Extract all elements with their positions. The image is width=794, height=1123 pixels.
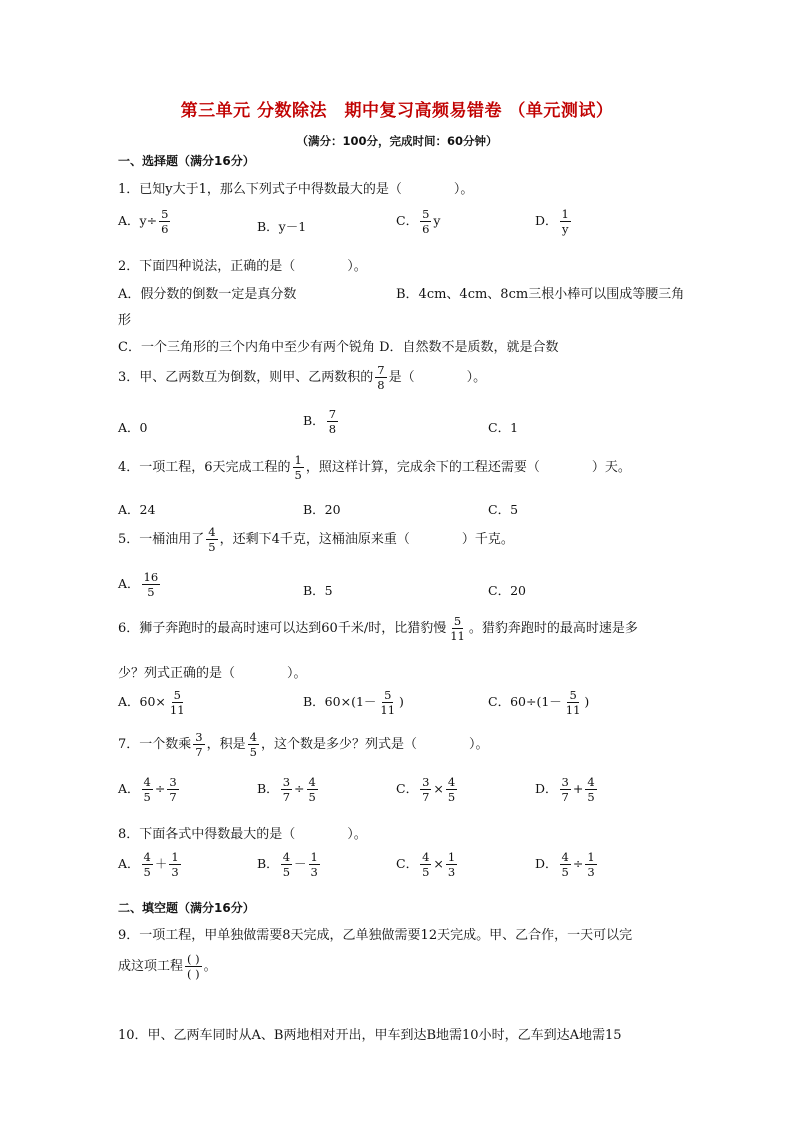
numerator: 7 bbox=[328, 407, 337, 421]
fraction bbox=[585, 776, 596, 803]
question-1-option-c bbox=[396, 208, 440, 235]
stem-text: ，还剩下4千克，这桶油原来重（ ）千克。 bbox=[219, 532, 514, 548]
option-label: A．60× bbox=[118, 694, 166, 710]
stem-text: 5．一桶油用了 bbox=[118, 532, 205, 548]
denominator: 5 bbox=[208, 540, 216, 555]
stem-text: 成这项工程 bbox=[118, 959, 184, 975]
fraction bbox=[560, 208, 571, 235]
question-4-option-b: B．20 bbox=[303, 502, 341, 517]
stem-text: 7．一个数乘 bbox=[118, 737, 192, 753]
denominator: 8 bbox=[328, 422, 337, 437]
numerator: 1 bbox=[310, 850, 318, 864]
fraction bbox=[142, 851, 153, 878]
question-3-option-b bbox=[303, 408, 340, 435]
numerator: 3 bbox=[561, 775, 569, 789]
numerator: 4 bbox=[143, 775, 151, 789]
question-8-option-b bbox=[257, 851, 322, 878]
stem-text: ，积是 bbox=[206, 737, 246, 753]
numerator: 4 bbox=[249, 730, 257, 744]
question-8-stem: 8．下面各式中得数最大的是（ ）。 bbox=[118, 827, 367, 842]
numerator: 4 bbox=[282, 850, 291, 864]
denominator: 7 bbox=[561, 790, 569, 805]
denominator: 5 bbox=[447, 790, 456, 805]
option-label: B． bbox=[303, 413, 325, 429]
numerator: 4 bbox=[308, 775, 316, 789]
denominator: 7 bbox=[282, 790, 291, 805]
question-5-option-a bbox=[118, 571, 162, 598]
section-heading-fill-in: 二、填空题（满分16分） bbox=[118, 901, 255, 915]
fraction bbox=[420, 208, 431, 235]
denominator: 11 bbox=[565, 703, 581, 718]
operator: × bbox=[433, 781, 444, 797]
stem-text: 是（ ）。 bbox=[388, 370, 487, 386]
option-label: A． bbox=[118, 576, 140, 592]
denominator: 5 bbox=[422, 865, 430, 880]
fraction bbox=[378, 689, 397, 716]
stem-text: 3．甲、乙两数互为倒数，则甲、乙两数积的 bbox=[118, 370, 374, 386]
option-label: C． bbox=[396, 213, 419, 229]
fraction bbox=[375, 364, 386, 391]
denominator: 6 bbox=[161, 222, 169, 237]
numerator: 4 bbox=[561, 850, 569, 864]
question-3-option-a: A．0 bbox=[118, 420, 148, 435]
fraction bbox=[564, 689, 583, 716]
question-2-options-c-d: C．一个三角形的三个内角中至少有两个锐角 D．自然数不是质数，就是合数 bbox=[118, 340, 559, 355]
numerator: 3 bbox=[282, 775, 291, 789]
numerator: 1 bbox=[171, 850, 179, 864]
option-label: D． bbox=[535, 213, 558, 229]
fraction bbox=[159, 208, 170, 235]
operator: ＋ bbox=[154, 856, 168, 872]
fraction bbox=[142, 776, 153, 803]
numerator: 1 bbox=[447, 850, 456, 864]
denominator: 7 bbox=[169, 790, 177, 805]
question-4-option-a: A．24 bbox=[118, 502, 156, 517]
denominator: 5 bbox=[143, 865, 151, 880]
denominator: 3 bbox=[447, 865, 456, 880]
numerator: 5 bbox=[422, 207, 430, 221]
operator: + bbox=[572, 781, 584, 797]
operator: × bbox=[433, 856, 444, 872]
fraction bbox=[193, 731, 204, 758]
fraction bbox=[560, 851, 571, 878]
denominator: y bbox=[561, 222, 569, 237]
fraction bbox=[169, 851, 180, 878]
option-label: B． bbox=[257, 856, 279, 872]
question-6-stem bbox=[118, 615, 638, 642]
fraction bbox=[560, 776, 571, 803]
numerator: 3 bbox=[422, 775, 430, 789]
option-label: B． bbox=[257, 781, 279, 797]
question-7-option-a bbox=[118, 776, 181, 803]
numerator: 5 bbox=[384, 688, 392, 702]
denominator: 3 bbox=[587, 865, 595, 880]
numerator: 1 bbox=[561, 207, 569, 221]
question-1-stem: 1．已知y大于1，那么下列式子中得数最大的是（ ）。 bbox=[118, 182, 474, 197]
denominator: 5 bbox=[561, 865, 569, 880]
option-text: y bbox=[433, 213, 441, 229]
fraction bbox=[168, 689, 187, 716]
fraction bbox=[307, 776, 318, 803]
denominator: 5 bbox=[282, 865, 291, 880]
denominator: 3 bbox=[310, 865, 318, 880]
stem-text: ，这个数是多少？列式是（ ）。 bbox=[260, 737, 489, 753]
denominator: 5 bbox=[294, 468, 302, 483]
fraction bbox=[446, 851, 457, 878]
stem-text: 。猎豹奔跑时的最高时速是多 bbox=[468, 621, 638, 637]
question-9-stem: 9．一项工程，甲单独做需要8天完成，乙单独做需要12天完成。甲、乙合作，一天可以完 bbox=[118, 928, 633, 943]
denominator: 7 bbox=[422, 790, 430, 805]
option-label: A． bbox=[118, 781, 140, 797]
operator: ÷ bbox=[572, 856, 584, 872]
question-1-option-d bbox=[535, 208, 573, 235]
option-label: C． bbox=[396, 856, 419, 872]
fraction bbox=[420, 851, 431, 878]
question-6-option-b bbox=[303, 689, 404, 716]
question-3-stem bbox=[118, 364, 486, 391]
option-label: B．60×(1－ bbox=[303, 694, 377, 710]
question-3-option-c: C．1 bbox=[488, 420, 519, 435]
fraction bbox=[327, 408, 338, 435]
numerator: 5 bbox=[569, 688, 577, 702]
denominator: 5 bbox=[249, 745, 257, 760]
denominator: 8 bbox=[377, 378, 385, 393]
stem-text: 。 bbox=[203, 959, 217, 975]
question-4-stem bbox=[118, 454, 631, 481]
question-1-option-a bbox=[118, 208, 172, 235]
option-text: ) bbox=[584, 694, 590, 710]
denominator: 5 bbox=[308, 790, 316, 805]
fraction bbox=[248, 731, 259, 758]
page-title: 第三单元 分数除法 期中复习高频易错卷 （单元测试） bbox=[180, 101, 614, 121]
option-label: D． bbox=[535, 856, 558, 872]
fraction bbox=[293, 454, 304, 481]
question-7-option-c bbox=[396, 776, 459, 803]
stem-text: 6．狮子奔跑时的最高时速可以达到60千米/时，比猎豹慢 bbox=[118, 621, 447, 637]
numerator: 4 bbox=[208, 525, 216, 539]
question-10-stem: 10．甲、乙两车同时从A、B两地相对开出，甲车到达B地需10小时，乙车到达A地需15 bbox=[118, 1028, 622, 1043]
numerator: 16 bbox=[143, 570, 159, 584]
denominator: 7 bbox=[195, 745, 203, 760]
fraction bbox=[420, 776, 431, 803]
numerator: 4 bbox=[447, 775, 456, 789]
question-7-option-b bbox=[257, 776, 320, 803]
denominator-blank[interactable]: ( ) bbox=[187, 967, 200, 982]
numerator: 1 bbox=[294, 453, 302, 467]
numerator: 5 bbox=[453, 614, 462, 628]
denominator: 3 bbox=[171, 865, 179, 880]
question-2-option-a: A．假分数的倒数一定是真分数 bbox=[118, 287, 297, 302]
option-label: A．y÷ bbox=[118, 213, 158, 229]
operator: ÷ bbox=[154, 781, 166, 797]
fraction bbox=[446, 776, 457, 803]
numerator: 5 bbox=[173, 688, 181, 702]
fraction bbox=[167, 776, 178, 803]
question-7-option-d bbox=[535, 776, 599, 803]
operator: － bbox=[294, 856, 307, 872]
numerator: 1 bbox=[587, 850, 595, 864]
question-7-stem bbox=[118, 731, 488, 758]
numerator: 4 bbox=[422, 850, 430, 864]
fraction bbox=[281, 776, 292, 803]
denominator: 11 bbox=[380, 703, 396, 718]
option-label: C． bbox=[396, 781, 419, 797]
fraction bbox=[448, 615, 467, 642]
fraction bbox=[309, 851, 320, 878]
numerator: 5 bbox=[161, 207, 169, 221]
question-9-stem-line-2 bbox=[118, 953, 217, 980]
denominator: 5 bbox=[143, 790, 151, 805]
question-6-stem-line-2: 少？列式正确的是（ ）。 bbox=[118, 666, 307, 681]
numerator-blank[interactable]: ( ) bbox=[187, 952, 200, 966]
option-label: A． bbox=[118, 856, 140, 872]
option-text: ) bbox=[399, 694, 404, 710]
question-5-option-b: B．5 bbox=[303, 583, 333, 598]
question-8-option-c bbox=[396, 851, 459, 878]
section-heading-choice: 一、选择题（满分16分） bbox=[118, 154, 255, 168]
operator: ÷ bbox=[294, 781, 305, 797]
numerator: 3 bbox=[195, 730, 203, 744]
fraction bbox=[585, 851, 596, 878]
option-label: C．60÷(1－ bbox=[488, 694, 562, 710]
option-label: D． bbox=[535, 781, 558, 797]
question-5-option-c: C．20 bbox=[488, 583, 526, 598]
question-2-option-b-continued: 形 bbox=[118, 313, 132, 328]
answer-blank-fraction[interactable] bbox=[185, 953, 202, 980]
question-8-option-a bbox=[118, 851, 183, 878]
page-subtitle: （满分：100分，完成时间：60分钟） bbox=[296, 134, 498, 148]
denominator: 5 bbox=[587, 790, 595, 805]
question-4-option-c: C．5 bbox=[488, 502, 519, 517]
fraction bbox=[206, 526, 217, 553]
question-2-option-b: B．4cm、4cm、8cm三根小棒可以围成等腰三角 bbox=[396, 287, 685, 302]
denominator: 5 bbox=[147, 585, 155, 600]
denominator: 11 bbox=[169, 703, 185, 718]
question-6-option-a bbox=[118, 689, 189, 716]
numerator: 4 bbox=[143, 850, 151, 864]
numerator: 3 bbox=[169, 775, 177, 789]
question-2-stem: 2．下面四种说法，正确的是（ ）。 bbox=[118, 259, 367, 274]
fraction bbox=[142, 571, 161, 598]
denominator: 6 bbox=[422, 222, 430, 237]
question-6-option-c bbox=[488, 689, 589, 716]
denominator: 11 bbox=[450, 629, 465, 644]
numerator: 7 bbox=[377, 363, 385, 377]
stem-text: 4．一项工程，6天完成工程的 bbox=[118, 460, 291, 476]
stem-text: ，照这样计算，完成余下的工程还需要（ ）天。 bbox=[305, 460, 631, 476]
question-8-option-d bbox=[535, 851, 599, 878]
numerator: 4 bbox=[587, 775, 595, 789]
question-5-stem bbox=[118, 526, 514, 553]
question-1-option-b: B．y－1 bbox=[257, 219, 307, 234]
fraction bbox=[281, 851, 292, 878]
